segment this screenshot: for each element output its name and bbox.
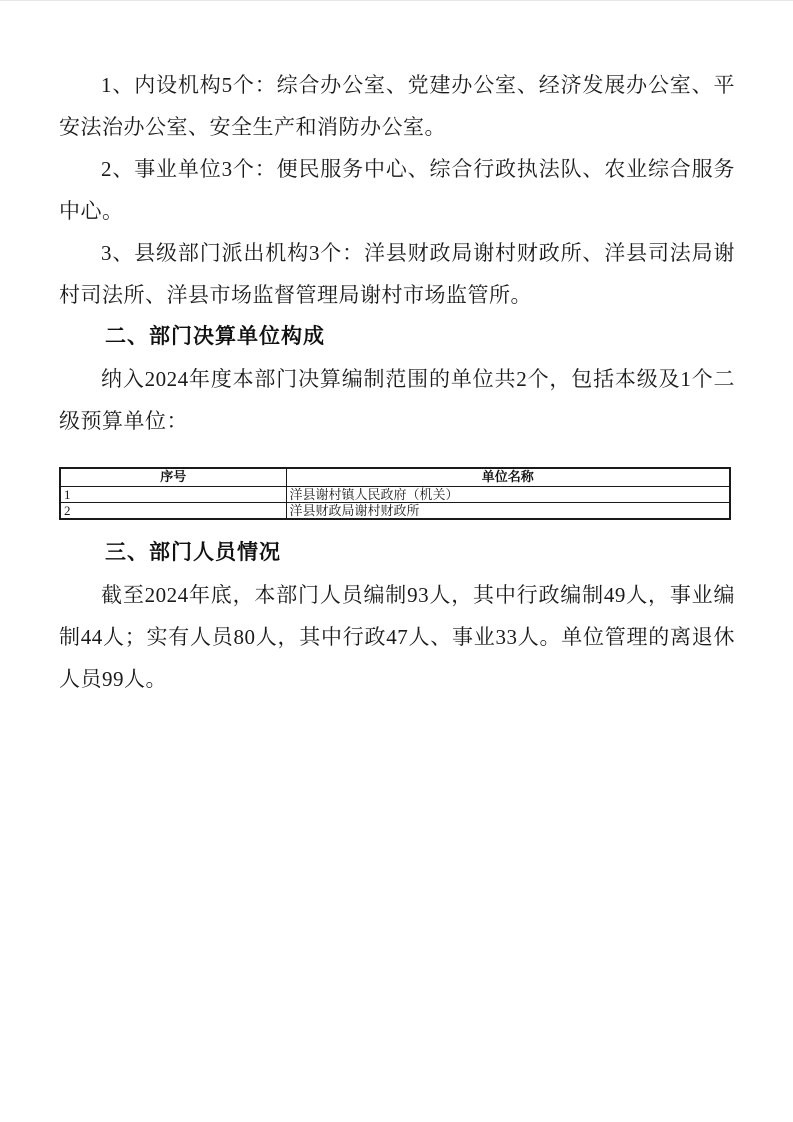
section-heading-final-accounts-units: 二、部门决算单位构成 xyxy=(105,325,325,348)
budget-units-table xyxy=(59,467,731,520)
table-row xyxy=(60,502,730,519)
paragraph-line: 制44人；实有人员80人，其中行政47人、事业33人。单位管理的离退休 xyxy=(59,624,735,649)
paragraph-line: 纳入2024年度本部门决算编制范围的单位共2个，包括本级及1个二 xyxy=(101,367,735,391)
table-cell-unit-name: 洋县财政局谢村财政所 xyxy=(286,502,730,519)
paragraph-dispatched-agencies xyxy=(59,232,735,316)
paragraph-units-scope xyxy=(59,358,735,442)
paragraph-line: 截至2024年底，本部门人员编制93人，其中行政编制49人，事业编 xyxy=(101,582,735,607)
table-cell-seq: 1 xyxy=(60,486,286,502)
table-cell-seq: 2 xyxy=(60,502,286,519)
paragraph-line: 1、内设机构5个：综合办公室、党建办公室、经济发展办公室、平 xyxy=(101,73,735,97)
paragraph-line: 安法治办公室、安全生产和消防办公室。 xyxy=(59,115,446,139)
table-row xyxy=(60,486,730,502)
paragraph-line: 人员99人。 xyxy=(59,666,167,691)
paragraph-internal-orgs xyxy=(59,64,735,148)
paragraph-line: 级预算单位： xyxy=(59,409,188,433)
paragraph-line: 中心。 xyxy=(59,199,124,223)
page-top-edge xyxy=(0,0,793,1)
paragraph-personnel xyxy=(59,574,735,700)
paragraph-line: 村司法所、洋县市场监督管理局谢村市场监管所。 xyxy=(59,283,532,307)
table-header-row xyxy=(60,468,730,486)
table-cell-unit-name: 洋县谢村镇人民政府（机关） xyxy=(286,486,730,502)
table-header-seq: 序号 xyxy=(60,468,286,486)
section-heading-personnel: 三、部门人员情况 xyxy=(105,540,281,564)
paragraph-public-institutions xyxy=(59,148,735,232)
table-header-unit-name: 单位名称 xyxy=(286,468,730,486)
paragraph-line: 3、县级部门派出机构3个：洋县财政局谢村财政所、洋县司法局谢 xyxy=(101,241,735,265)
paragraph-line: 2、事业单位3个：便民服务中心、综合行政执法队、农业综合服务 xyxy=(101,157,735,181)
